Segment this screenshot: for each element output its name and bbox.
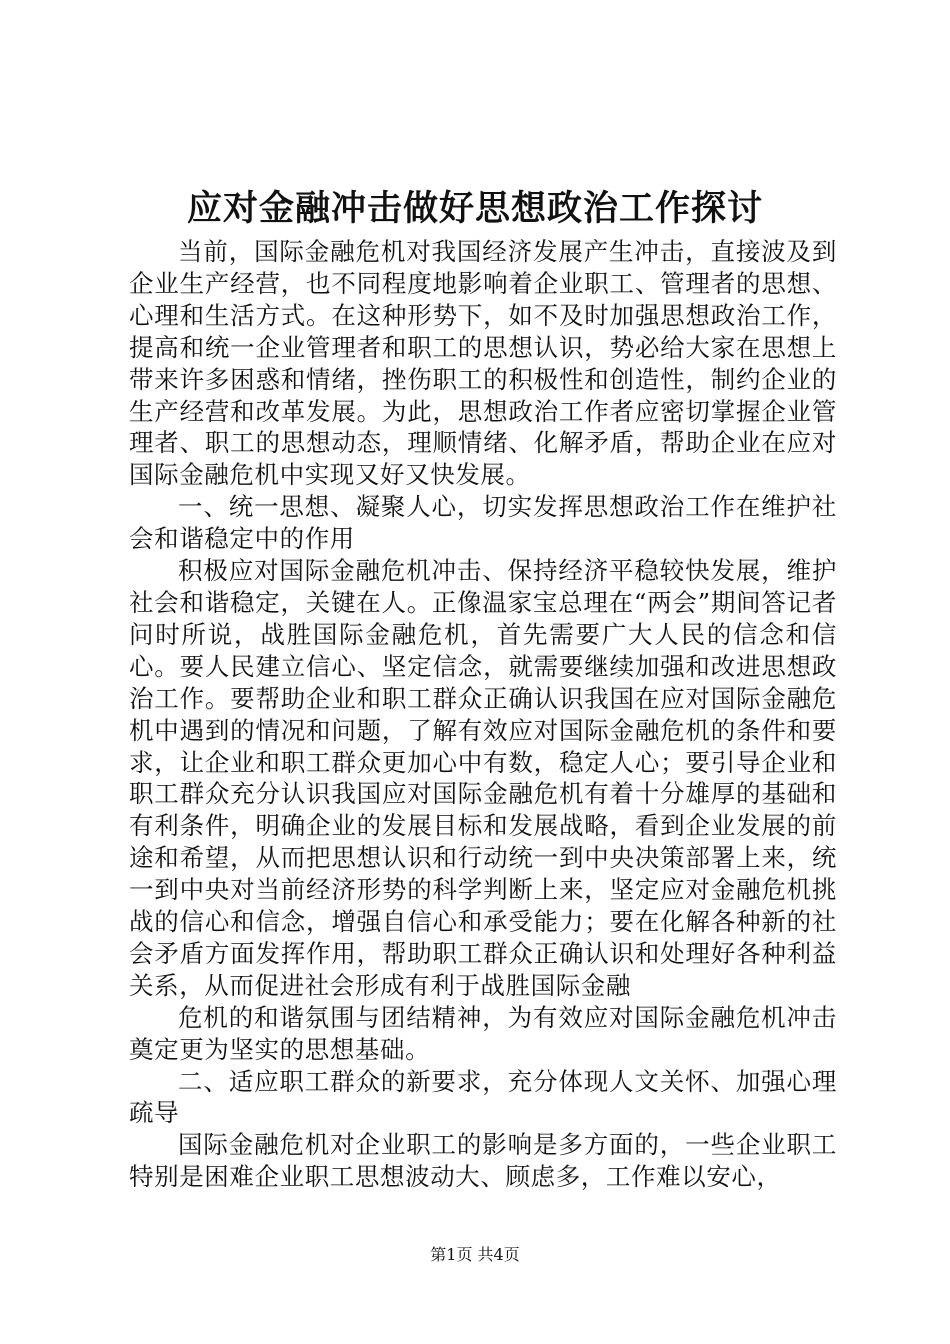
paragraph-intro: 当前，国际金融危机对我国经济发展产生冲击，直接波及到企业生产经营，也不同程度地影响着企业职工、管理者的思想、心理和生活方式。在这种形势下，如不及时加强思想政治工作，提高和统一企业管理者和职工的思想认识，势必给大家在思想上带来许多困惑和情绪，挫伤职工的积极性和创造性，制约企业的生产经营和改革发展。为此，思想政治工作者应密切掌握企业管理者、职工的思想动态，理顺情绪、化解矛盾，帮助企业在应对国际金融危机中实现又好又快发展。 <box>129 237 837 490</box>
document-body <box>129 236 837 1193</box>
document-title: 应对金融冲击做好思想政治工作探讨 <box>186 188 763 229</box>
section-heading-2: 二、适应职工群众的新要求，充分体现人文关怀、加强心理疏导 <box>129 1066 837 1128</box>
paragraph-section-1: 积极应对国际金融危机冲击、保持经济平稳较快发展，维护社会和谐稳定，关键在人。正像温家宝总理在“两会”期间答记者问时所说，战胜国际金融危机，首先需要广大人民的信念和信心。要人民建立信心、坚定信念，就需要继续加强和改进思想政治工作。要帮助企业和职工群众正确认识我国在应对国际金融危机中遇到的情况和问题，了解有效应对国际金融危机的条件和要求，让企业和职工群众更加心中有数，稳定人心；要引导企业和职工群众充分认识我国应对国际金融危机有着十分雄厚的基础和有利条件，明确企业的发展目标和发展战略，看到企业发展的前途和希望，从而把思想认识和行动统一到中央决策部署上来，统一到中央对当前经济形势的科学判断上来，坚定应对金融危机挑战的信心和信念，增强自信心和承受能力；要在化解各种新的社会矛盾方面发挥作用，帮助职工群众正确认识和处理好各种利益关系，从而促进社会形成有利于战胜国际金融 <box>129 556 837 1000</box>
paragraph-section-2: 国际金融危机对企业职工的影响是多方面的，一些企业职工特别是困难企业职工思想波动大、顾虑多，工作难以安心， <box>129 1130 837 1192</box>
page-number-footer: 第1页 共4页 <box>430 1245 520 1264</box>
paragraph-section-1-continued: 危机的和谐氛围与团结精神，为有效应对国际金融危机冲击奠定更为坚实的思想基础。 <box>129 1002 837 1064</box>
section-heading-1: 一、统一思想、凝聚人心，切实发挥思想政治工作在维护社会和谐稳定中的作用 <box>129 492 837 554</box>
